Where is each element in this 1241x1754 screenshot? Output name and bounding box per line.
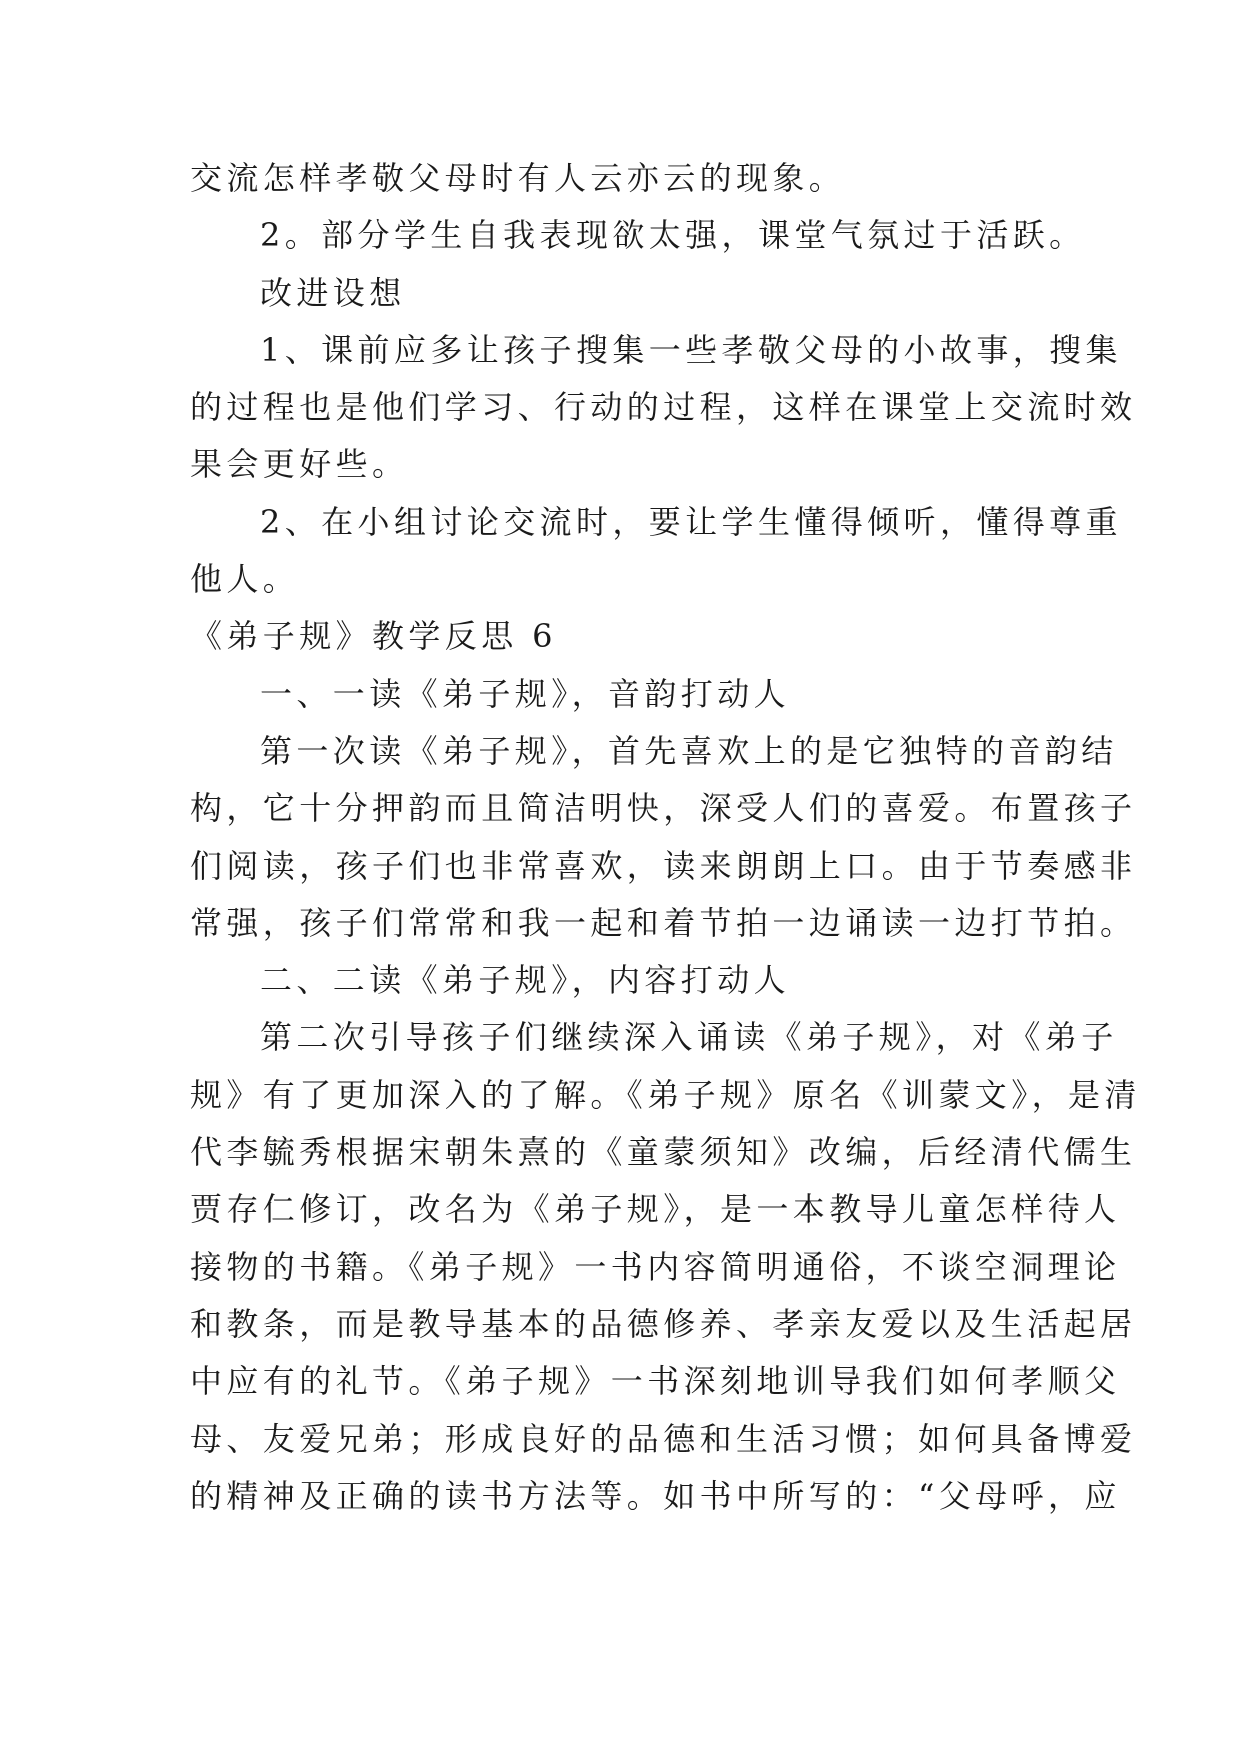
text-line: 2。部分学生自我表现欲太强，课堂气氛过于活跃。 (260, 216, 1086, 255)
text-line: 规》有了更加深入的了解。《弟子规》原名《训蒙文》，是清 (190, 1075, 1141, 1114)
text-line: 常强，孩子们常常和我一起和着节拍一边诵读一边打节拍。 (190, 903, 1137, 942)
section-heading: 改进设想 (260, 273, 406, 312)
text-line: 第一次读《弟子规》，首先喜欢上的是它独特的音韵结 (260, 731, 1118, 770)
text-line: 的精神及正确的读书方法等。如书中所写的：“父母呼，应 (190, 1476, 1121, 1515)
text-line: 第二次引导孩子们继续深入诵读《弟子规》，对《弟子 (260, 1018, 1118, 1057)
text-line: 贾存仁修订，改名为《弟子规》，是一本教导儿童怎样待人 (190, 1190, 1121, 1229)
text-line: 中应有的礼节。《弟子规》一书深刻地训导我们如何孝顺父 (190, 1362, 1121, 1401)
text-line: 母、友爱兄弟；形成良好的品德和生活习惯；如何具备博爱 (190, 1419, 1137, 1458)
text-line: 1、课前应多让孩子搜集一些孝敬父母的小故事，搜集 (260, 330, 1122, 369)
section-heading: 二、二读《弟子规》，内容打动人 (260, 961, 791, 1000)
text-line: 交流怎样孝敬父母时有人云亦云的现象。 (190, 159, 846, 197)
text-line: 和教条，而是教导基本的品德修养、孝亲友爱以及生活起居 (190, 1304, 1137, 1343)
text-line: 们阅读，孩子们也非常喜欢，读来朗朗上口。由于节奏感非 (190, 846, 1137, 885)
text-line: 他人。 (190, 560, 300, 599)
text-line: 代李毓秀根据宋朝朱熹的《童蒙须知》改编，后经清代儒生 (190, 1133, 1137, 1172)
text-line: 构，它十分押韵而且简洁明快，深受人们的喜爱。布置孩子 (190, 789, 1137, 828)
text-line: 接物的书籍。《弟子规》一书内容简明通俗，不谈空洞理论 (190, 1247, 1121, 1286)
section-heading: 一、一读《弟子规》，音韵打动人 (260, 674, 791, 713)
text-line: 果会更好些。 (190, 445, 409, 484)
document-title: 《弟子规》教学反思 6 (190, 617, 557, 656)
document-body (190, 150, 1141, 1525)
text-line: 的过程也是他们学习、行动的过程，这样在课堂上交流时效 (190, 388, 1137, 427)
text-line: 2、在小组讨论交流时，要让学生懂得倾听，懂得尊重 (260, 502, 1122, 541)
